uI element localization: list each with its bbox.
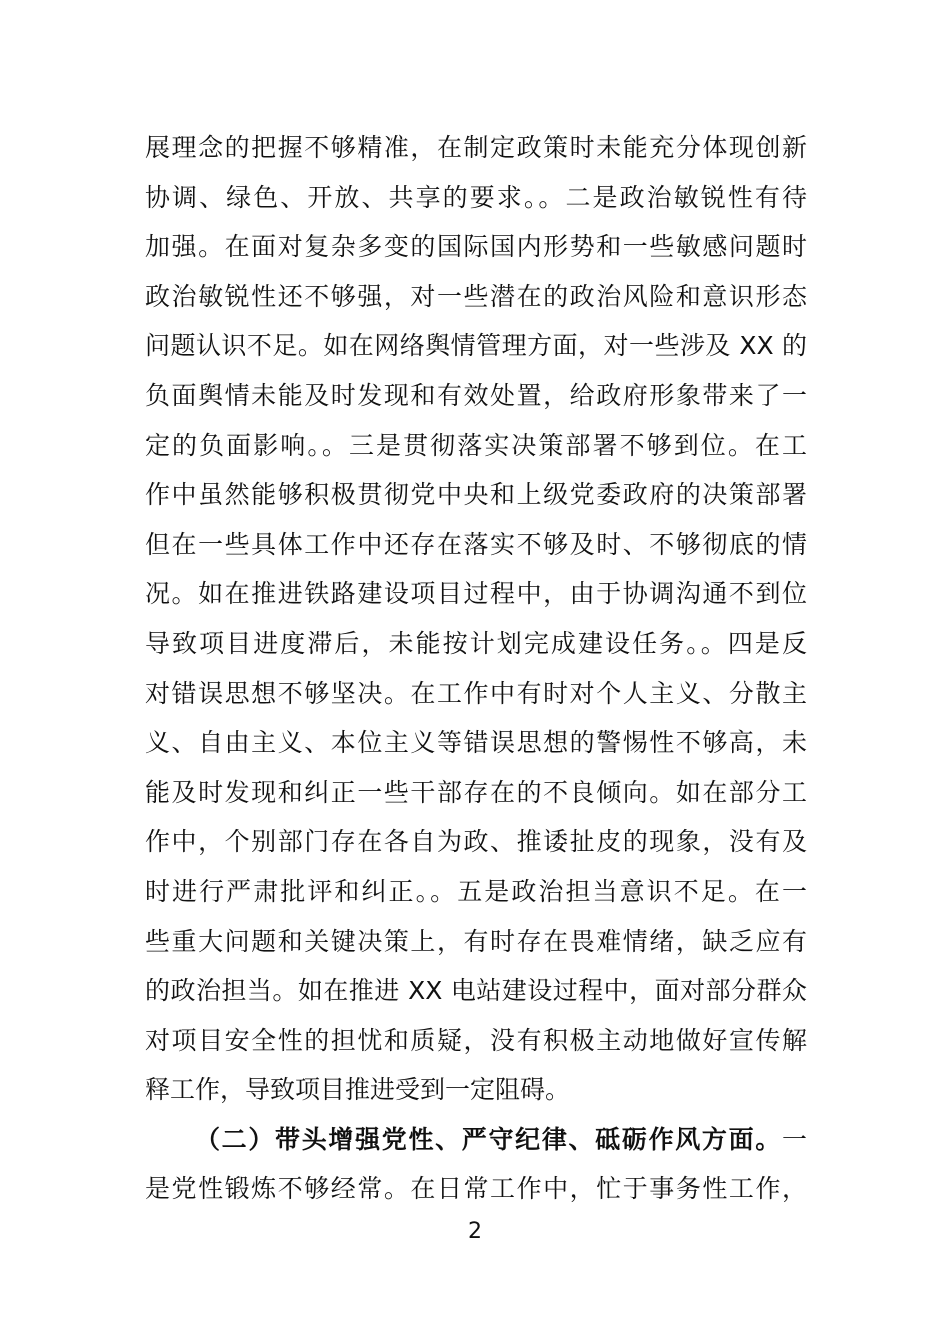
text-line: 加强。在面对复杂多变的国际国内形势和一些敏感问题时 xyxy=(145,232,807,262)
text-line: 政治敏锐性还不够强，对一些潜在的政治风险和意识形态 xyxy=(145,281,807,311)
section-heading: （二）带头增强党性、严守纪律、砥砺作风方面。 xyxy=(195,1124,782,1154)
text-line: 展理念的把握不够精准，在制定政策时未能充分体现创新 xyxy=(145,133,807,162)
text-line: 时进行严肃批评和纠正。。五是政治担当意识不足。在一 xyxy=(145,876,807,906)
text-line: 负面舆情未能及时发现和有效处置，给政府形象带来了一 xyxy=(145,380,807,410)
text-line: 但在一些具体工作中还存在落实不够及时、不够彻底的情 xyxy=(145,529,807,559)
text-line: 的政治担当。如在推进 XX 电站建设过程中，面对部分群众 xyxy=(145,976,807,1006)
text-line: 对项目安全性的担忧和质疑，没有积极主动地做好宣传解 xyxy=(145,1025,807,1055)
text-line: 协调、绿色、开放、共享的要求。。二是政治敏锐性有待 xyxy=(145,182,807,212)
text-line: 导致项目进度滞后，未能按计划完成建设任务。。四是反 xyxy=(145,628,807,658)
text-line: 况。如在推进铁路建设项目过程中，由于协调沟通不到位 xyxy=(145,579,807,609)
text-line: 是党性锻炼不够经常。在日常工作中，忙于事务性工作， xyxy=(145,1174,807,1204)
text-line: 问题认识不足。如在网络舆情管理方面，对一些涉及 XX 的 xyxy=(145,331,807,361)
text-line: 定的负面影响。。三是贯彻落实决策部署不够到位。在工 xyxy=(145,430,807,460)
document-body xyxy=(145,123,807,1214)
text-line: 作中虽然能够积极贯彻党中央和上级党委政府的决策部署 xyxy=(145,480,807,510)
paragraph-1 xyxy=(145,123,807,1115)
text-line: 些重大问题和关键决策上，有时存在畏难情绪，缺乏应有 xyxy=(145,926,807,956)
text-line: 作中，个别部门存在各自为政、推诿扯皮的现象，没有及 xyxy=(145,827,807,857)
section-heading-tail: 一 xyxy=(781,1124,807,1154)
text-line: 义、自由主义、本位主义等错误思想的警惕性不够高，未 xyxy=(145,728,807,758)
text-line: 释工作，导致项目推进受到一定阻碍。 xyxy=(145,1075,571,1105)
paragraph-2 xyxy=(145,1115,807,1214)
text-line: 对错误思想不够坚决。在工作中有时对个人主义、分散主 xyxy=(145,678,807,708)
text-line: 能及时发现和纠正一些干部存在的不良倾向。如在部分工 xyxy=(145,777,807,807)
section-heading-line xyxy=(145,1115,807,1165)
page-number: 2 xyxy=(468,1219,482,1244)
